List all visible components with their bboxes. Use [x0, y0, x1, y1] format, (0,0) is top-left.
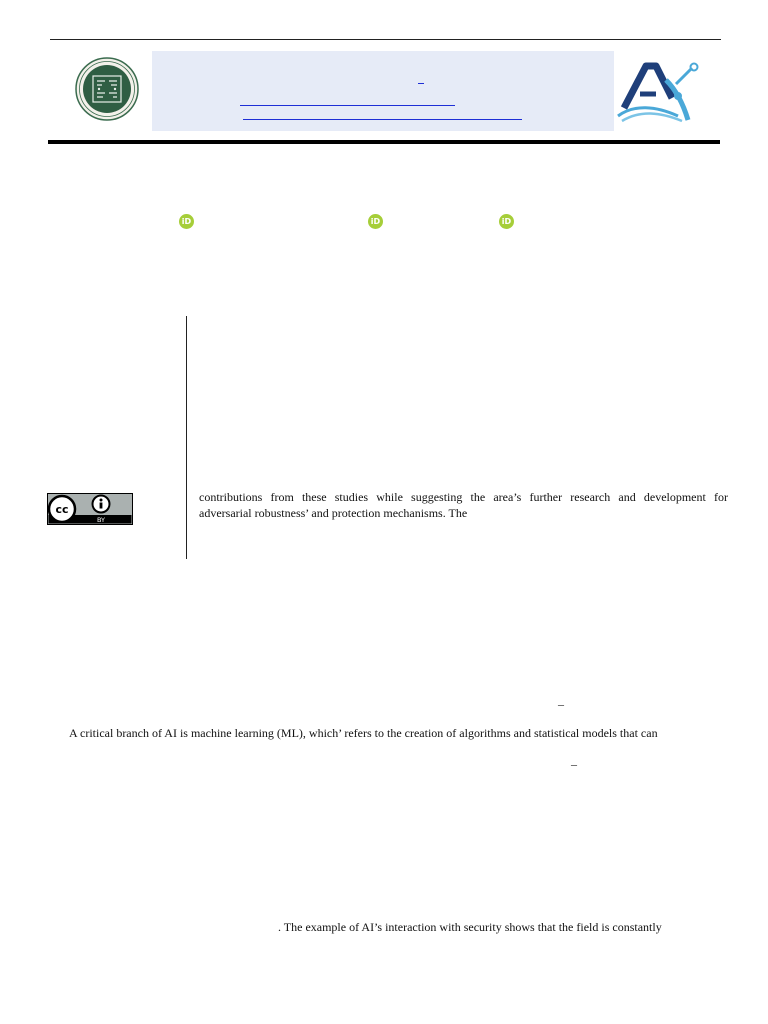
header-link-1[interactable] — [418, 83, 424, 84]
inline-dash: – — [571, 757, 577, 771]
journal-header-box — [152, 51, 614, 131]
body-paragraph-line: . The example of AI’s interaction with security shows that the field is constantly — [278, 920, 662, 934]
abstract-text — [199, 489, 728, 521]
cc-by-license-icon[interactable] — [47, 493, 133, 525]
header-link-2[interactable] — [240, 105, 455, 106]
inline-dash: – — [558, 697, 564, 711]
orcid-icon[interactable]: iD — [499, 214, 514, 229]
orcid-icon[interactable]: iD — [179, 214, 194, 229]
svg-text:BY: BY — [96, 516, 106, 524]
journal-ai-logo-icon — [616, 60, 704, 126]
abstract-divider — [186, 316, 187, 559]
body-paragraph-line: A critical branch of AI is machine learning (ML), which’ refers to the creation of algorithms and statistical models that can — [69, 726, 658, 740]
header-top-rule — [50, 39, 721, 40]
svg-text:cc: cc — [55, 503, 69, 516]
publisher-seal-icon — [75, 57, 139, 121]
abstract-line: contributions from these studies while suggesting the area’s further research and development for — [199, 490, 728, 504]
header-bottom-rule — [48, 140, 720, 144]
abstract-line: adversarial robustness’ and protection mechanisms. The — [199, 506, 468, 520]
header-link-3[interactable] — [243, 119, 522, 120]
orcid-icon[interactable]: iD — [368, 214, 383, 229]
